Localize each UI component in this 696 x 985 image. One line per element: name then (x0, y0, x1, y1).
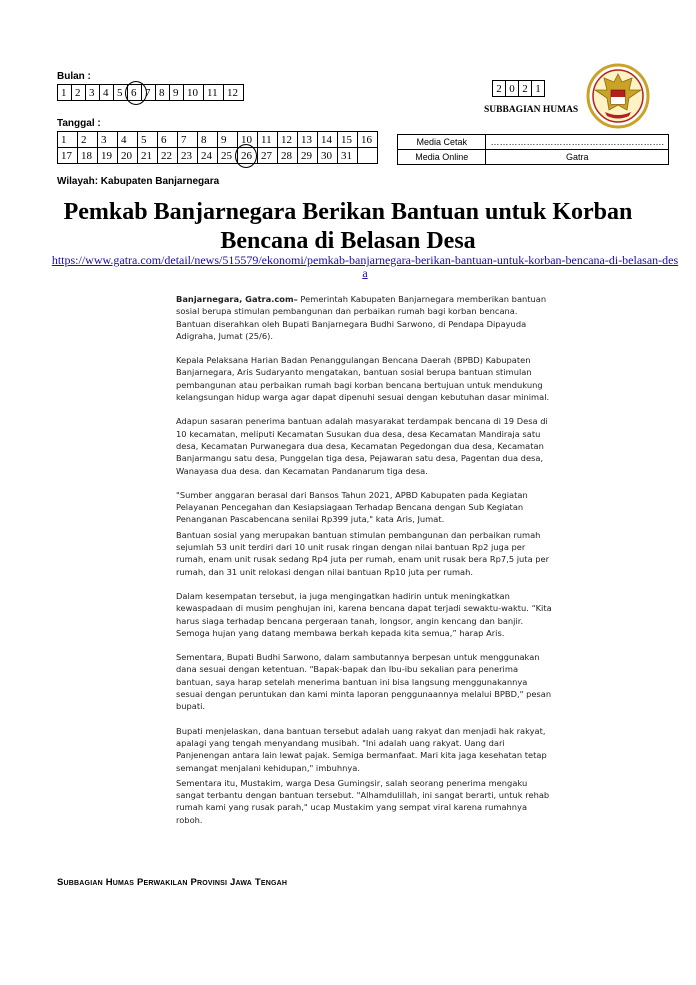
date-cell: 25 (218, 148, 238, 164)
date-cell (358, 148, 378, 164)
date-cell: 27 (258, 148, 278, 164)
date-cell: 6 (158, 132, 178, 148)
month-cell: 9 (170, 85, 184, 101)
month-cell: 1 (58, 85, 72, 101)
date-cell: 28 (278, 148, 298, 164)
date-cell: 22 (158, 148, 178, 164)
year-digit-cell: 2 (519, 81, 532, 97)
wilayah: Wilayah: Kabupaten Banjarnegara (57, 176, 220, 187)
paragraph-1: Banjarnegara, Gatra.com– Pemerintah Kabupaten Banjarnegara memberikan bantuan sosial berupa stimulan pembangunan dan perbaikan rumah bagi korban bencana. Bantuan diserahkan oleh Bupati Banjarnegara Budhi Sarwono, di Pendapa Dipayuda Adigraha, Jumat (25/6). (176, 294, 547, 341)
date-cell: 9 (218, 132, 238, 148)
date-cell: 4 (118, 132, 138, 148)
date-cell: 30 (318, 148, 338, 164)
year-digit-cell: 2 (493, 81, 506, 97)
article-title: Pemkab Banjarnegara Berikan Bantuan untuk Korban Bencana di Belasan Desa (63, 199, 633, 254)
date-cell: 1 (58, 132, 78, 148)
dateline: Banjarnegara, Gatra.com– (176, 294, 298, 304)
date-cell: 21 (138, 148, 158, 164)
paragraph-9: Sementara itu, Mustakim, warga Desa Gumingsir, salah seorang penerima mengaku sangat terbantu dengan bantuan tersebut. "Alhamdulillah, ini sangat berarti, untuk rehab rumah kami yang rusak parah," ucap Mustakim yang sempat viral karena rumahnya roboh. (176, 777, 550, 825)
date-cell: 3 (98, 132, 118, 148)
date-cell: 19 (98, 148, 118, 164)
org-name: SUBBAGIAN HUMAS (484, 105, 579, 115)
tanggal-table (57, 131, 378, 164)
date-cell: 15 (338, 132, 358, 148)
year-digit-cell: 1 (532, 81, 545, 97)
date-cell: 20 (118, 148, 138, 164)
bulan-label: Bulan : (57, 71, 91, 82)
tanggal-label: Tanggal : (57, 118, 101, 129)
paragraph-6: Dalam kesempatan tersebut, ia juga mengingatkan hadirin untuk meningkatkan kewaspadaan di musim penghujan ini, karena bencana dapat terjadi sewaktu-waktu. “Kita harus siaga terhadap bencana pergeraan tanah, longsor, angin kencang dan banjir. Semoga hujan yang datang membawa berkah kepada kita semua,” harap Aris. (176, 590, 552, 638)
date-cell: 18 (78, 148, 98, 164)
date-cell: 14 (318, 132, 338, 148)
date-cell: 23 (178, 148, 198, 164)
date-cell: 10 (238, 132, 258, 148)
date-cell: 26 (238, 148, 258, 164)
date-cell: 17 (58, 148, 78, 164)
media-cetak-label: Media Cetak (398, 135, 486, 150)
paragraph-7: Sementara, Bupati Budhi Sarwono, dalam sambutannya berpesan untuk menggunakan dana sesuai dengan ketentuan. "Bapak-bapak dan Ibu-ibu sekalian para penerima bantuan, saya harap setelah menerima bantuan ini bisa langsung menggunakannya sesuai dengan peruntukan dan kami minta laporan penggunaannya melalui BPBD," pesan bupati. (176, 652, 552, 712)
month-cell: 7 (142, 85, 156, 101)
date-cell: 24 (198, 148, 218, 164)
article-body (176, 293, 554, 838)
month-cell: 8 (156, 85, 170, 101)
month-cell: 10 (184, 85, 204, 101)
garuda-emblem-icon (585, 60, 651, 130)
date-cell: 5 (138, 132, 158, 148)
month-cell: 5 (114, 85, 128, 101)
article-url[interactable]: https://www.gatra.com/detail/news/515579/ekonomi/pemkab-banjarnegara-berikan-bantuan-untuk-korban-bencana-di-belasan-desa (51, 253, 679, 280)
media-online-label: Media Online (398, 150, 486, 165)
year-digit-cell: 0 (506, 81, 519, 97)
month-cell: 3 (86, 85, 100, 101)
month-cell: 12 (224, 85, 244, 101)
paragraph-2: Kepala Pelaksana Harian Badan Penanggulangan Bencana Daerah (BPBD) Kabupaten Banjarnegara, Aris Sudaryanto mengatakan, bantuan sosial berupa bantuan stimulan pembangunan atau perbaikan rumah bagi korban bencana bertujuan untuk mendukung kelangsungan hidup warga agar dapat dipenuhi sesuai dengan kebutuhan dasar minimal. (176, 355, 550, 403)
date-cell: 11 (258, 132, 278, 148)
month-cell: 11 (204, 85, 224, 101)
paragraph-4: "Sumber anggaran berasal dari Bansos Tahun 2021, APBD Kabupaten pada Kegiatan Pelayanan Pencegahan dan Kesiapsiagaan Terhadap Bencana dengan Sub Kegiatan Penanganan Pascabencana senilai Rp399 juta," kata Aris, Jumat. (176, 489, 528, 525)
media-table (397, 134, 669, 165)
media-online-value: Gatra (486, 150, 669, 165)
date-cell: 2 (78, 132, 98, 148)
tahun-table (492, 80, 545, 97)
date-cell: 16 (358, 132, 378, 148)
date-cell: 7 (178, 132, 198, 148)
paragraph-8: Bupati menjelaskan, dana bantuan tersebut adalah uang rakyat dan menjadi hak rakyat, apalagi yang tengah menyandang musibah. "Ini adalah uang rakyat. Uang dari Panjenengan antara lain lewat pajak. Semiga bermanfaat. Mari kita jaga kesehatan tetap semangat menjalani kehidupan," imbuhnya. (176, 725, 547, 773)
date-cell: 29 (298, 148, 318, 164)
paragraph-3: Adapun sasaran penerima bantuan adalah masyarakat terdampak bencana di 19 Desa di 10 kecamatan, meliputi Kecamatan Susukan dua desa, desa Kecamatan Mandiraja satu desa, Kecamatan Purwanegara dua desa, Kecamatan Pegedongan dua desa, Kecamatan Banjarmangu satu desa, Punggelan tiga desa, Pejawaran satu desa, Pagentan dua desa, Wanayasa dua desa. dan Kecamatan Pandanarum tiga desa. (176, 416, 548, 476)
date-cell: 13 (298, 132, 318, 148)
month-cell: 4 (100, 85, 114, 101)
date-cell: 8 (198, 132, 218, 148)
date-cell: 12 (278, 132, 298, 148)
bulan-table (57, 84, 244, 101)
month-cell: 6 (128, 85, 142, 101)
footer-org: Subbagian Humas Perwakilan Provinsi Jawa Tengah (57, 877, 288, 888)
month-cell: 2 (72, 85, 86, 101)
date-cell: 31 (338, 148, 358, 164)
paragraph-5: Bantuan sosial yang merupakan bantuan stimulan pembangunan dan perbaikan rumah sejumlah 53 unit terdiri dari 10 unit rusak ringan dengan nilai bantuan Rp2 juga per rumah, enam unit rusak sedang Rp4 juta per rumah, enam unit rusak bera Rp7,5 juta per rumah, dan 31 unit relokasi dengan nilai bantuan Rp10 juta per rumah. (176, 529, 550, 577)
media-cetak-value: …………………………………………………. (486, 135, 669, 150)
